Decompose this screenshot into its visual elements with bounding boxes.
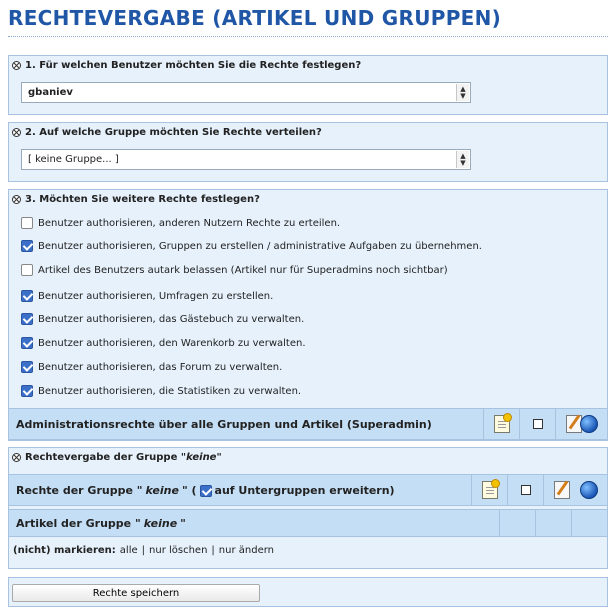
- globe-icon[interactable]: [580, 481, 598, 499]
- group-rights-label: Rechte der Gruppe " keine " ( auf Untergruppen erweitern): [16, 484, 395, 497]
- mark-all-link[interactable]: alle: [119, 545, 138, 556]
- section-user-title: 1. Für welchen Benutzer möchten Sie die Rechte festlegen?: [25, 60, 362, 71]
- chevron-down-icon[interactable]: ▲ ▼: [456, 84, 469, 101]
- right-option[interactable]: Benutzer authorisieren, Gruppen zu erstellen / administrative Aufgaben zu übernehmen.: [21, 240, 482, 252]
- option-checkbox[interactable]: [21, 361, 33, 373]
- option-checkbox[interactable]: [21, 264, 33, 276]
- section-group-rights: [8, 447, 608, 569]
- globe-icon[interactable]: [580, 415, 598, 433]
- mark-edit-link[interactable]: nur ändern: [218, 545, 275, 556]
- right-option[interactable]: Benutzer authorisieren, die Statistiken zu verwalten.: [21, 385, 301, 397]
- section-group: [8, 122, 608, 182]
- right-option[interactable]: Benutzer authorisieren, anderen Nutzern Rechte zu erteilen.: [21, 217, 340, 229]
- section-rights-title: 3. Möchten Sie weitere Rechte festlegen?: [25, 194, 260, 205]
- save-button[interactable]: Rechte speichern: [12, 584, 260, 602]
- option-checkbox[interactable]: [21, 313, 33, 325]
- option-checkbox[interactable]: [21, 290, 33, 302]
- mark-label: (nicht) markieren:: [13, 545, 116, 556]
- section-group-title: 2. Auf welche Gruppe möchten Sie Rechte verteilen?: [25, 127, 322, 138]
- collapse-icon[interactable]: [12, 128, 21, 137]
- group-rights-row: [9, 474, 607, 506]
- group-articles-row: [9, 509, 607, 537]
- right-option[interactable]: Artikel des Benutzers autark belassen (Artikel nur für Superadmins noch sichtbar): [21, 264, 448, 276]
- note-add-icon[interactable]: [482, 481, 498, 499]
- right-option[interactable]: Benutzer authorisieren, den Warenkorb zu verwalten.: [21, 337, 306, 349]
- option-checkbox[interactable]: [21, 240, 33, 252]
- title-divider: [8, 36, 608, 37]
- mark-delete-link[interactable]: nur löschen: [149, 545, 208, 556]
- page-title: RECHTEVERGABE (ARTIKEL UND GRUPPEN): [8, 6, 502, 30]
- group-select[interactable]: [21, 149, 471, 170]
- note-add-icon[interactable]: [494, 415, 510, 433]
- superadmin-label: Administrationsrechte über alle Gruppen und Artikel (Superadmin): [16, 418, 432, 431]
- user-select-value: gbaniev: [28, 87, 73, 98]
- collapse-icon[interactable]: [12, 453, 21, 462]
- option-checkbox[interactable]: [21, 217, 33, 229]
- section-user: [8, 55, 608, 115]
- extend-subgroups-checkbox[interactable]: [200, 485, 212, 497]
- superadmin-row: [9, 408, 607, 440]
- group-select-value: [ keine Gruppe... ]: [28, 154, 119, 165]
- group-rights-title: Rechtevergabe der Gruppe "keine": [25, 452, 222, 463]
- right-option[interactable]: Benutzer authorisieren, Umfragen zu erstellen.: [21, 290, 273, 302]
- collapse-icon[interactable]: [12, 195, 21, 204]
- collapse-icon[interactable]: [12, 61, 21, 70]
- right-option[interactable]: Benutzer authorisieren, das Forum zu verwalten.: [21, 361, 282, 373]
- user-select[interactable]: [21, 82, 471, 103]
- option-checkbox[interactable]: [21, 337, 33, 349]
- checkbox-icon[interactable]: [533, 419, 543, 429]
- edit-pencil-icon[interactable]: [554, 481, 570, 499]
- mark-row: (nicht) markieren: alle | nur löschen | nur ändern: [13, 545, 275, 556]
- section-rights: [8, 189, 608, 441]
- group-articles-label: Artikel der Gruppe " keine ": [16, 517, 186, 530]
- checkbox-icon[interactable]: [521, 485, 531, 495]
- right-option[interactable]: Benutzer authorisieren, das Gästebuch zu verwalten.: [21, 313, 304, 325]
- chevron-down-icon[interactable]: ▲ ▼: [456, 151, 469, 168]
- option-checkbox[interactable]: [21, 385, 33, 397]
